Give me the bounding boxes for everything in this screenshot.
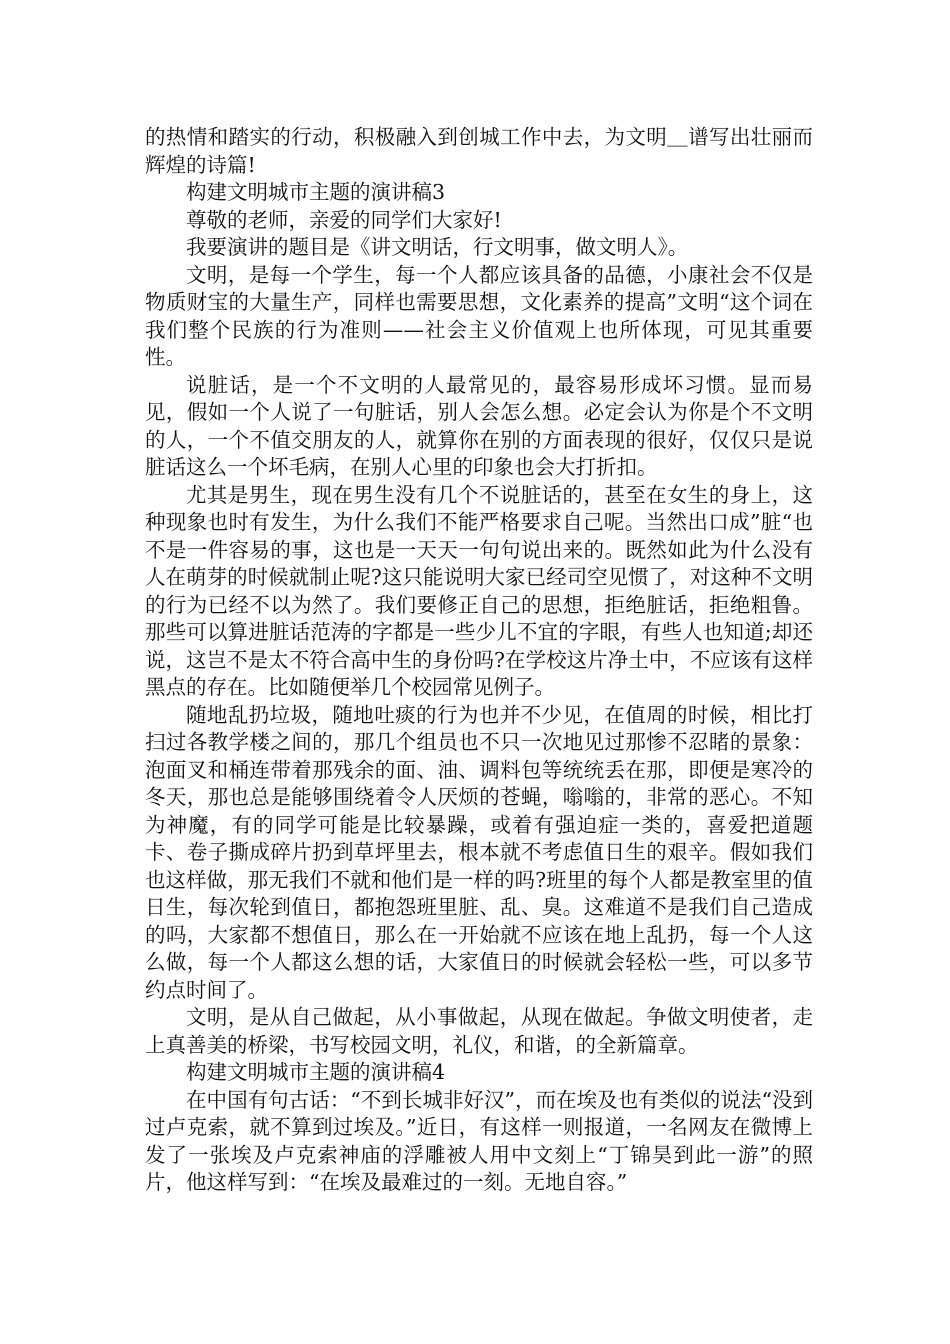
paragraph: 文明，是从自己做起，从小事做起，从现在做起。争做文明使者，走上真善美的桥梁，书写校园文明，礼仪，和谐，的全新篇章。 — [145, 1005, 813, 1057]
section-heading-4: 构建文明城市主题的演讲稿4 — [186, 1060, 446, 1084]
greeting-line: 尊敬的老师，亲爱的同学们大家好! — [186, 207, 502, 232]
document-body — [145, 124, 813, 1197]
paragraph: 尤其是男生，现在男生没有几个不说脏话的，甚至在女生的身上，这种现象也时有发生，为什么我们不能严格要求自己呢。当然出口成”脏“也不是一件容易的事，这也是一天天一句句说出来的。既然如此为什么没有人在萌芽的时候就制止呢?这只能说明大家已经司空见惯了，对这种不文明的行为已经不以为然了。我们要修正自己的思想，拒绝脏话，拒绝粗鲁。那些可以算进脏话范涛的字都是一些少儿不宜的字眼，有些人也知道;却还说，这岂不是太不符合高中生的身份吗?在学校这片净土中，不应该有这样黑点的存在。比如随便举几个校园常见例子。 — [145, 482, 813, 699]
paragraph-continuation: 的热情和踏实的行动，积极融入到创城工作中去，为文明＿谱写出壮丽而辉煌的诗篇! — [145, 125, 813, 177]
speech-topic-line: 我要演讲的题目是《讲文明话，行文明事，做文明人》。 — [186, 235, 689, 259]
paragraph: 随地乱扔垃圾，随地吐痰的行为也并不少见，在值周的时候，相比打扫过各教学楼之间的，那几个组员也不只一次地见过那惨不忍睹的景象：泡面叉和桶连带着那残余的面、油、调料包等统统丢在那，即便是寒冷的冬天，那也总是能够围绕着令人厌烦的苍蝇，嗡嗡的，非常的恶心。不知为神魔，有的同学可能是比较暴躁，或着有强迫症一类的，喜爱把道题卡、卷子撕成碎片扔到草坪里去，根本就不考虑值日生的艰辛。假如我们也这样做，那无我们不就和他们是一样的吗?班里的每个人都是教室里的值日生，每次轮到值日，都抱怨班里脏、乱、臭。这难道不是我们自己造成的吗，大家都不想值日，那么在一开始就不应该在地上乱扔，每一个人这么做，每一个人都这么想的话，大家值日的时候就会轻松一些，可以多节约点时间了。 — [145, 702, 813, 1002]
paragraph: 在中国有句古话：“不到长城非好汉”，而在埃及也有类似的说法“没到过卢克索，就不算到过埃及。”近日，有这样一则报道，一名网友在微博上发了一张埃及卢克索神庙的浮雕被人用中文刻上“丁锦昊到此一游”的照片，他这样写到：“在埃及最难过的一刻。无地自容。” — [145, 1087, 813, 1194]
paragraph: 文明，是每一个学生，每一个人都应该具备的品德，小康社会不仅是物质财宝的大量生产，同样也需要思想，文化素养的提高”文明“这个词在我们整个民族的行为准则——社会主义价值观上也所体现，可见其重要性。 — [145, 262, 813, 369]
section-heading-3: 构建文明城市主题的演讲稿3 — [186, 180, 446, 204]
paragraph: 说脏话，是一个不文明的人最常见的，最容易形成坏习惯。显而易见，假如一个人说了一句脏话，别人会怎么想。必定会认为你是个不文明的人，一个不值交朋友的人，就算你在别的方面表现的很好，仅仅只是说脏话这么一个坏毛病，在别人心里的印象也会大打折扣。 — [145, 372, 813, 479]
